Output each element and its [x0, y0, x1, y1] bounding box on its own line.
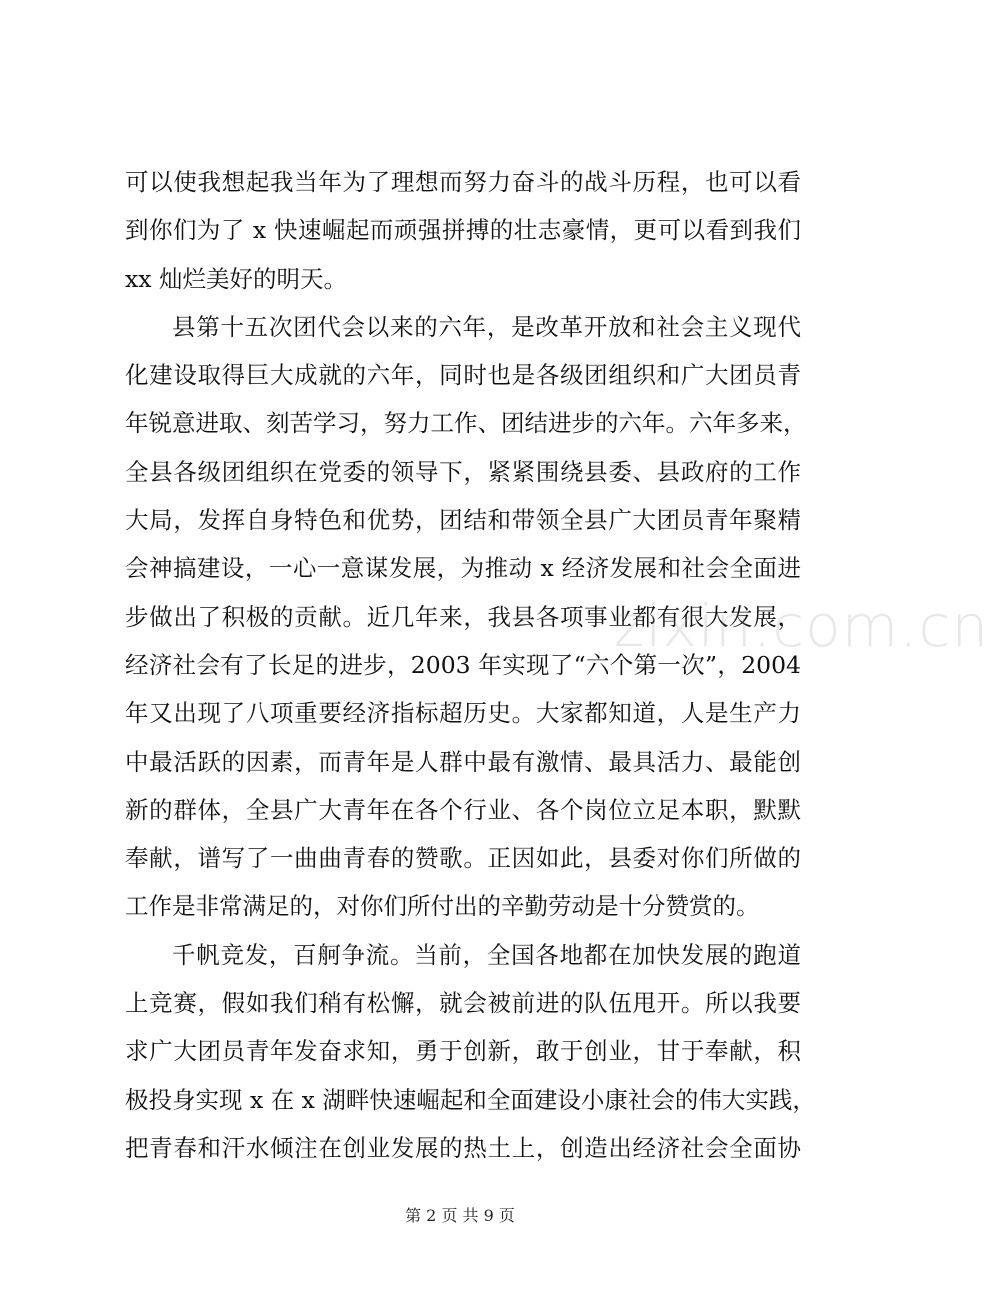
text-line: 化建设取得巨大成就的六年，同时也是各级团组织和广大团员青: [125, 361, 801, 390]
text-line: 工作是非常满足的，对你们所付出的辛勤劳动是十分赞赏的。: [125, 892, 760, 921]
text-line: 经济社会有了长足的进步，2003 年实现了“六个第一次”，2004: [125, 650, 801, 679]
text-line: 年又出现了八项重要经济指标超历史。大家都知道，人是生产力: [125, 699, 801, 728]
text-line: 到你们为了 x 快速崛起而顽强拼搏的壮志豪情，更可以看到我们: [125, 216, 801, 245]
text-line: 年锐意进取、刻苦学习，努力工作、团结进步的六年。六年多来，: [125, 409, 807, 438]
text-line: 把青春和汗水倾注在创业发展的热土上，创造出经济社会全面协: [125, 1133, 801, 1162]
text-line: 县第十五次团代会以来的六年，是改革开放和社会主义现代: [172, 312, 801, 341]
text-line: 中最活跃的因素，而青年是人群中最有激情、最具活力、最能创: [125, 747, 801, 776]
text-line: 会神搞建设，一心一意谋发展，为推动 x 经济发展和社会全面进: [125, 554, 801, 583]
watermark: zixin.com.cn: [614, 592, 989, 660]
text-line: 全县各级团组织在党委的领导下，紧紧围绕县委、县政府的工作: [125, 457, 801, 486]
text-line: 可以使我想起我当年为了理想而努力奋斗的战斗历程，也可以看: [125, 168, 801, 196]
text-line: 大局，发挥自身特色和优势，团结和带领全县广大团员青年聚精: [125, 506, 801, 535]
page-number-footer: 第 2 页 共 9 页: [405, 1206, 515, 1225]
text-line: 千帆竞发，百舸争流。当前，全国各地都在加快发展的跑道: [172, 940, 801, 969]
text-line: 求广大团员青年发奋求知，勇于创新，敢于创业，甘于奉献，积: [125, 1037, 801, 1066]
paragraph-3: [125, 931, 816, 1172]
text-line: 上竞赛，假如我们稍有松懈，就会被前进的队伍甩开。所以我要: [125, 989, 801, 1018]
text-line: 新的群体，全县广大青年在各个行业、各个岗位立足本职，默默: [125, 795, 801, 824]
text-line: 奉献，谱写了一曲曲青春的赞歌。正因如此，县委对你们所做的: [125, 844, 801, 873]
text-line: 极投身实现 x 在 x 湖畔快速崛起和全面建设小康社会的伟大实践，: [125, 1085, 816, 1114]
text-line: xx 灿烂美好的明天。: [125, 264, 347, 293]
paragraph-1: [125, 158, 801, 303]
text-line: 步做出了积极的贡献。近几年来，我县各项事业都有很大发展，: [125, 602, 801, 631]
